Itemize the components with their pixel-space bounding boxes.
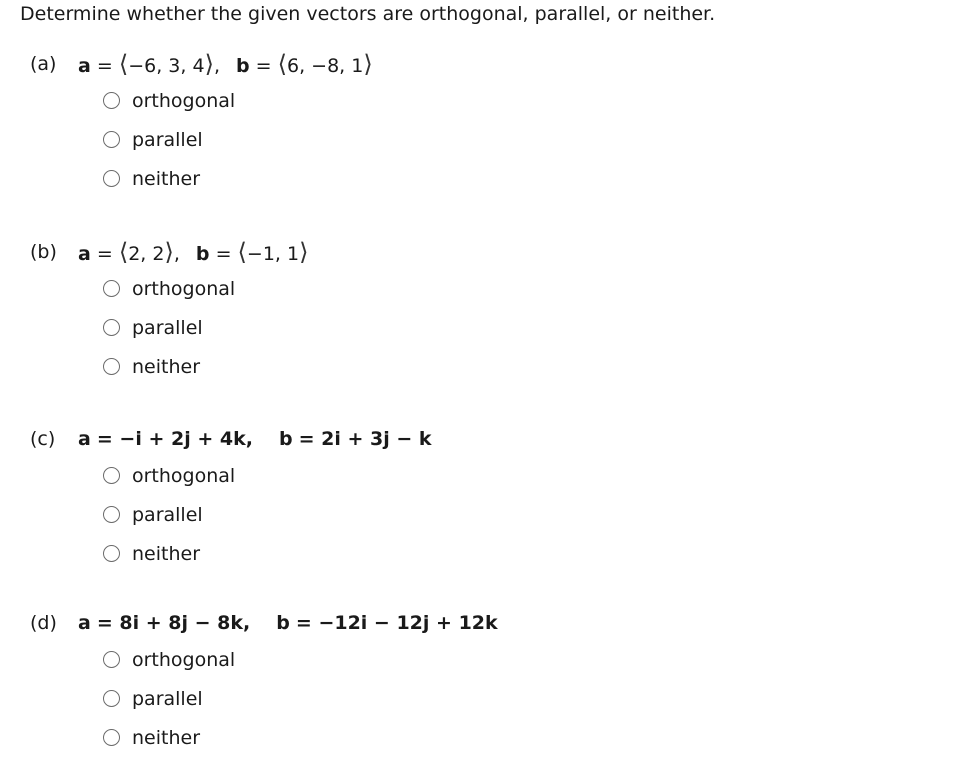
option-neither[interactable]: neither xyxy=(103,347,930,386)
radio-button[interactable] xyxy=(103,358,120,375)
radio-button[interactable] xyxy=(103,131,120,148)
radio-button[interactable] xyxy=(103,545,120,562)
vector-b: b = 2i + 3j − k xyxy=(278,428,432,450)
part-b-label: (b) xyxy=(30,241,57,263)
vector-b: b = ⟨−1, 1⟩ xyxy=(195,237,309,266)
part-c-vectors xyxy=(30,422,930,456)
part-d-options xyxy=(103,640,930,757)
radio-button[interactable] xyxy=(103,92,120,109)
part-d xyxy=(30,606,930,757)
option-neither[interactable]: neither xyxy=(103,718,930,757)
part-d-label: (d) xyxy=(30,612,57,634)
radio-button[interactable] xyxy=(103,467,120,484)
option-parallel[interactable]: parallel xyxy=(103,679,930,718)
option-orthogonal[interactable]: orthogonal xyxy=(103,81,930,120)
option-orthogonal[interactable]: orthogonal xyxy=(103,640,930,679)
part-a-options xyxy=(103,81,930,198)
option-parallel[interactable]: parallel xyxy=(103,120,930,159)
radio-button[interactable] xyxy=(103,729,120,746)
option-neither[interactable]: neither xyxy=(103,159,930,198)
part-a-label: (a) xyxy=(30,53,57,75)
part-b-vectors xyxy=(30,235,930,269)
vector-a: a = −i + 2j + 4k, xyxy=(78,428,253,450)
vector-a: a = ⟨2, 2⟩, xyxy=(78,237,180,266)
part-b-options xyxy=(103,269,930,386)
option-neither[interactable]: neither xyxy=(103,534,930,573)
radio-button[interactable] xyxy=(103,170,120,187)
option-parallel[interactable]: parallel xyxy=(103,495,930,534)
option-orthogonal[interactable]: orthogonal xyxy=(103,456,930,495)
radio-button[interactable] xyxy=(103,651,120,668)
vector-b: b = ⟨6, −8, 1⟩ xyxy=(235,49,373,78)
part-a xyxy=(30,47,930,198)
part-a-vectors xyxy=(30,47,930,81)
vector-a: a = 8i + 8j − 8k, xyxy=(78,612,251,634)
vector-a: a = ⟨−6, 3, 4⟩, xyxy=(78,49,220,78)
part-c-label: (c) xyxy=(30,428,56,450)
radio-button[interactable] xyxy=(103,280,120,297)
part-c-options xyxy=(103,456,930,573)
part-d-vectors xyxy=(30,606,930,640)
instructions: Determine whether the given vectors are orthogonal, parallel, or neither. xyxy=(20,3,716,25)
radio-button[interactable] xyxy=(103,506,120,523)
option-orthogonal[interactable]: orthogonal xyxy=(103,269,930,308)
radio-button[interactable] xyxy=(103,690,120,707)
vector-b: b = −12i − 12j + 12k xyxy=(276,612,498,634)
radio-button[interactable] xyxy=(103,319,120,336)
part-c xyxy=(30,422,930,573)
part-b xyxy=(30,235,930,386)
option-parallel[interactable]: parallel xyxy=(103,308,930,347)
